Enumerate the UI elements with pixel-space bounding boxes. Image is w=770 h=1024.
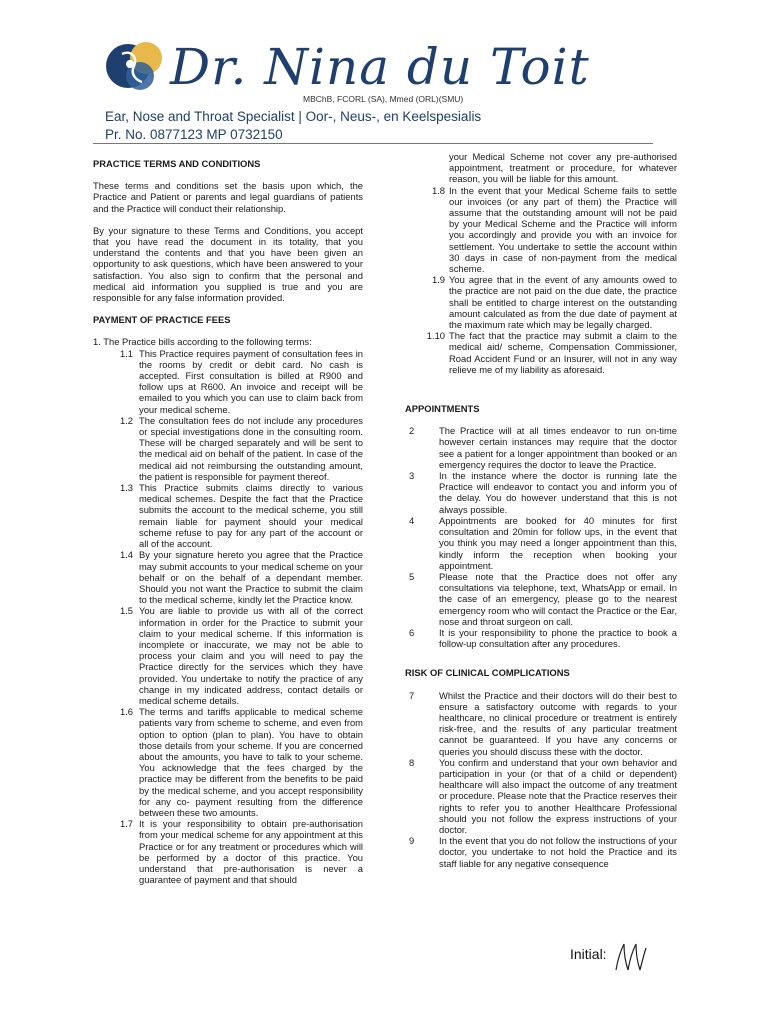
risk-item: 9 In the event that you do not follow the instructions of your doctor, you undertake to not hold the Practice and its staff liable for any negative consequence (409, 835, 677, 869)
qualifications: MBChB, FCORL (SA), Mmed (ORL)(SMU) (303, 94, 464, 104)
appointment-item: 6 It is your responsibility to phone the practice to book a follow-up consultation after any procedures. (409, 626, 677, 650)
payment-item: 1.9 You agree that in the event of any amounts owed to the practice are not paid on the due date, the practice shall be entitled to charge interest on the outstanding amount calculated as from the due date of payment at the maximum rate which may be legally charged. (431, 274, 677, 331)
payment-item: 1.1 This Practice requires payment of consultation fees in the rooms by credit or debit card. No cash is accepted. First consultation is billed at R900 and follow ups at R600. An invoice and receipt will be emailed to you which you can use to claim back from your medical scheme. (119, 347, 363, 415)
payment-item: 1.5 You are liable to provide us with all of the correct information in order for the Practice to submit your claim to your medical scheme. If this information is incomplete or inaccurate, we may not be able to process your claim and you will need to pay the Practice directly for the services which they have provided. You undertake to notify the practice of any change in my indicated address, contact details or medical scheme details. (119, 605, 363, 706)
continued-paragraph: your Medical Scheme not cover any pre-authorised appointment, treatment or procedure, for whatever reason, you will be liable for this amount. (449, 151, 677, 185)
risk-item: 7 Whilst the Practice and their doctors will do their best to ensure a satisfactory outcome with regards to your healthcare, no clinical procedure or treatment is entirely risk-free, and the results of any particular treatment cannot be guaranteed. If you have any concerns or queries you should discuss these with the doctor. (409, 689, 677, 757)
header-divider (93, 143, 653, 144)
payment-heading: PAYMENT OF PRACTICE FEES (93, 314, 231, 326)
payment-item: 1.10 The fact that the practice may submit a claim to the medical aid/ scheme, Compensation Commissioner, Road Accident Fund or an Insurer, will not in any way relieve me of my liability as aforesaid. (426, 330, 677, 375)
risk-item: 8 You confirm and understand that your own behavior and participation in your (or that of a child or dependent) healthcare will also impact the outcome of any treatment or procedure. Please note that the Practice reserves their rights to refer you to another Healthcare Professional should you not follow the express instructions of your doctor. (409, 756, 677, 835)
handwritten-initial-mark (610, 940, 650, 974)
appointment-item: 3 In the instance where the doctor is running late the Practice will endeavor to contact you and inform you of the delay. You do however understand that this is not always possible. (409, 470, 677, 515)
payment-item: 1.2 The consultation fees do not include any procedures or special investigations done in the consulting room. These will be charged separately and will be sent to the medical aid on behalf of the patient. In case of the medical aid not reimbursing the outstanding amount, the patient is responsible for payment thereof. (119, 414, 363, 482)
payment-item: 1.3 This Practice submits claims directly to various medical schemes. Despite the fact that the Practice submits the account to the medical scheme, you still remain liable for payment should your medical scheme refuse to pay for any part of the account or all of the account. (119, 482, 363, 550)
intro-paragraph-1: These terms and conditions set the basis upon which, the Practice and Patient or parents and legal guardians of patients and the Practice will conduct their relationship. (93, 180, 363, 214)
practice-numbers: Pr. No. 0877123 MP 0732150 (105, 127, 283, 142)
appointment-item: 2 The Practice will at all times endeavor to run on-time however certain instances may require that the doctor see a patient for a longer appointment than booked or an emergency requires the doctor to leave the Practice. (409, 425, 677, 470)
left-column (93, 158, 363, 885)
payment-item: 1.7 It is your responsibility to obtain pre-authorisation from your medical scheme for any appointment at this Practice or for any treatment or procedures which will be performed by a doctor of this practice. You understand that pre-authorisation is never a guarantee of payment and that should (119, 818, 363, 886)
payment-item: 1.8 In the event that your Medical Scheme fails to settle our invoices (or any part of them) the Practice will assume that the outstanding amount will not be paid by your Medical Scheme and the Practice will inform you accordingly and provide you with an invoice for settlement. You undertake to settle the account within 30 days in case of non-payment from the medical scheme. (431, 184, 677, 275)
risk-heading: RISK OF CLINICAL COMPLICATIONS (405, 667, 570, 679)
initial-label: Initial: (570, 946, 607, 962)
payment-intro: 1. The Practice bills according to the following terms: (93, 336, 312, 348)
payment-item: 1.6 The terms and tariffs applicable to medical scheme patients vary from scheme to scheme, and even from option to option (plan to plan). You have to obtain those details from your scheme. If you are concerned about the amounts, you have to talk to your scheme. You acknowledge that the fees charged by the practice may be different from the benefits to be paid by the medical scheme, and you accept responsibility for any co- payment resulting from the difference between these two amounts. (119, 706, 363, 818)
appointment-item: 4 Appointments are booked for 40 minutes for first consultation and 20min for follow ups, in the event that you think you may need a longer appointment than this, kindly inform the reception when booking your appointment. (409, 514, 677, 571)
intro-paragraph-2: By your signature to these Terms and Conditions, you accept that you have read the document in its totality, that you understand the contents and that you have been given an opportunity to ask questions, which have been answered to your satisfaction. You also sign to confirm that the personal and medical aid information you supplied is true and you are responsible for any false information provided. (93, 224, 363, 304)
appointments-heading: APPOINTMENTS (405, 403, 480, 415)
page-title: PRACTICE TERMS AND CONDITIONS (93, 158, 261, 169)
practice-logo (100, 36, 172, 100)
payment-item: 1.4 By your signature hereto you agree that the Practice may submit accounts to your medical scheme on your behalf or on the behalf of a dependant member. Should you not want the Practice to submit the claim to the medical scheme, kindly let the Practice know. (119, 549, 363, 606)
right-column (405, 151, 677, 869)
specialty-line: Ear, Nose and Throat Specialist | Oor-, Neus-, en Keelspesialis (105, 109, 482, 124)
appointment-item: 5 Please note that the Practice does not offer any consultations via telephone, text, WhatsApp or email. In the case of an emergency, please go to the nearest emergency room who will contact the Practice or the Ear, nose and throat surgeon on call. (409, 570, 677, 627)
doctor-name-script: Dr. Nina du Toit (170, 38, 590, 96)
